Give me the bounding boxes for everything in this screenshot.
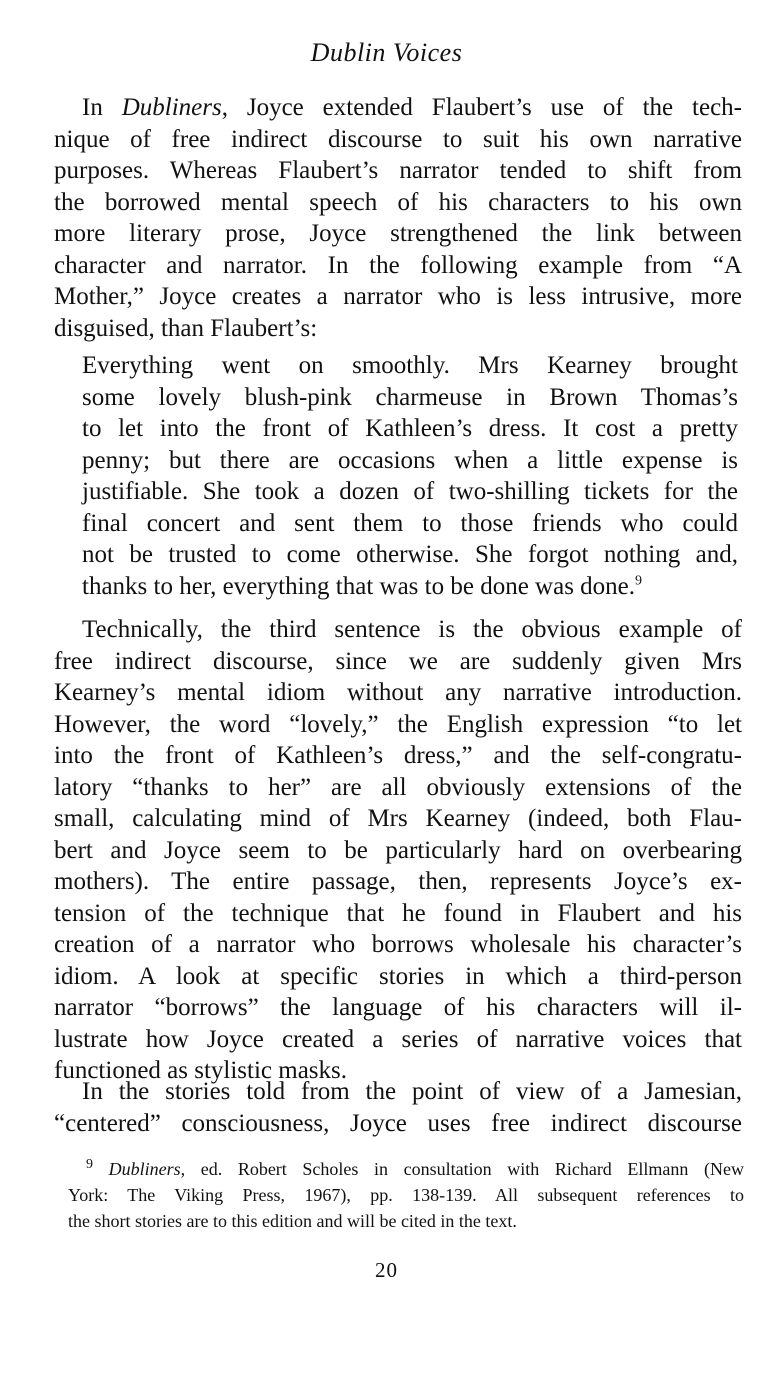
text-line: However, the word “lovely,” the English expression “to let [54, 710, 742, 738]
text-line: character and narrator. In the following example from “A [54, 251, 742, 279]
footnote-line: York: The Viking Press, 1967), pp. 138-139. All subsequent references to [68, 1185, 744, 1205]
text-line: disguised, than Flaubert’s: [54, 314, 318, 342]
text-line: bert and Joyce seem to be particularly hard on overbearing [54, 836, 742, 864]
text-line: Technically, the third sentence is the obvious example of [82, 616, 742, 643]
text-line: latory “thanks to her” are all obviously extensions of the [54, 773, 742, 801]
text-line: more literary prose, Joyce strengthened the link between [54, 220, 742, 247]
footnote-number: 9 [86, 1157, 93, 1172]
text-line: idiom. A look at specific stories in which a third-person [54, 962, 742, 990]
book-title: Dubliners [121, 94, 222, 121]
footnote-line: the short stories are to this edition and will be cited in the text. [68, 1211, 517, 1231]
text-line: functioned as stylistic masks. [54, 1057, 348, 1084]
text-line: small, calculating mind of Mrs Kearney (indeed, both Flau- [54, 805, 742, 832]
page-number: 20 [375, 1258, 398, 1282]
text-line: In Dubliners, Joyce extended Flaubert’s use of the tech- [82, 94, 742, 121]
text-line: Mother,” Joyce creates a narrator who is less intrusive, more [54, 283, 742, 310]
quote-line: penny; but there are occasions when a little expense is [82, 446, 738, 474]
quote-line: final concert and sent them to those friends who could [82, 509, 738, 537]
text-line: In the stories told from the point of view of a Jamesian, [82, 1078, 742, 1105]
paragraph-2 [54, 614, 742, 1087]
text-line: lustrate how Joyce created a series of narrative voices that [54, 1025, 742, 1053]
text-line: the borrowed mental speech of his characters to his own [54, 188, 742, 216]
paragraph-3 [54, 1076, 742, 1139]
running-head: Dublin Voices [310, 38, 463, 67]
text-line: creation of a narrator who borrows wholesale his character’s [54, 931, 742, 958]
footnote-reference[interactable]: 9 [635, 573, 643, 589]
quote-line: not be trusted to come otherwise. She forgot nothing and, [82, 541, 738, 568]
text-line: into the front of Kathleen’s dress,” and the self-congratu- [54, 742, 742, 769]
text-line: purposes. Whereas Flaubert’s narrator tended to shift from [54, 157, 742, 184]
quote-line: some lovely blush-pink charmeuse in Brown Thomas’s [82, 383, 738, 411]
text-line: Kearney’s mental idiom without any narrative introduction. [54, 679, 742, 706]
text-line: “centered” consciousness, Joyce uses free indirect discourse [54, 1109, 742, 1137]
text-line: mothers). The entire passage, then, represents Joyce’s ex- [54, 868, 742, 895]
text-line: free indirect discourse, since we are suddenly given Mrs [54, 647, 742, 675]
footnote-book-title: Dubliners [108, 1159, 181, 1179]
quote-line: justifiable. She took a dozen of two-shilling tickets for the [82, 478, 738, 505]
paragraph-1 [54, 92, 742, 344]
text-line: nique of free indirect discourse to suit his own narrative [54, 125, 742, 153]
block-quotation [82, 350, 738, 602]
quote-line: Everything went on smoothly. Mrs Kearney brought [82, 352, 738, 379]
quote-line: thanks to her, everything that was to be done was done.$^9$ [82, 572, 643, 600]
quote-line: to let into the front of Kathleen’s dress. It cost a pretty [82, 415, 738, 442]
text-line: narrator “borrows” the language of his characters will il- [54, 994, 742, 1021]
footnote-line: $^9$ Dubliners, ed. Robert Scholes in consultation with Richard Ellmann (New [86, 1157, 744, 1179]
footnote [68, 1156, 744, 1234]
text-line: tension of the technique that he found in Flaubert and his [54, 899, 742, 927]
